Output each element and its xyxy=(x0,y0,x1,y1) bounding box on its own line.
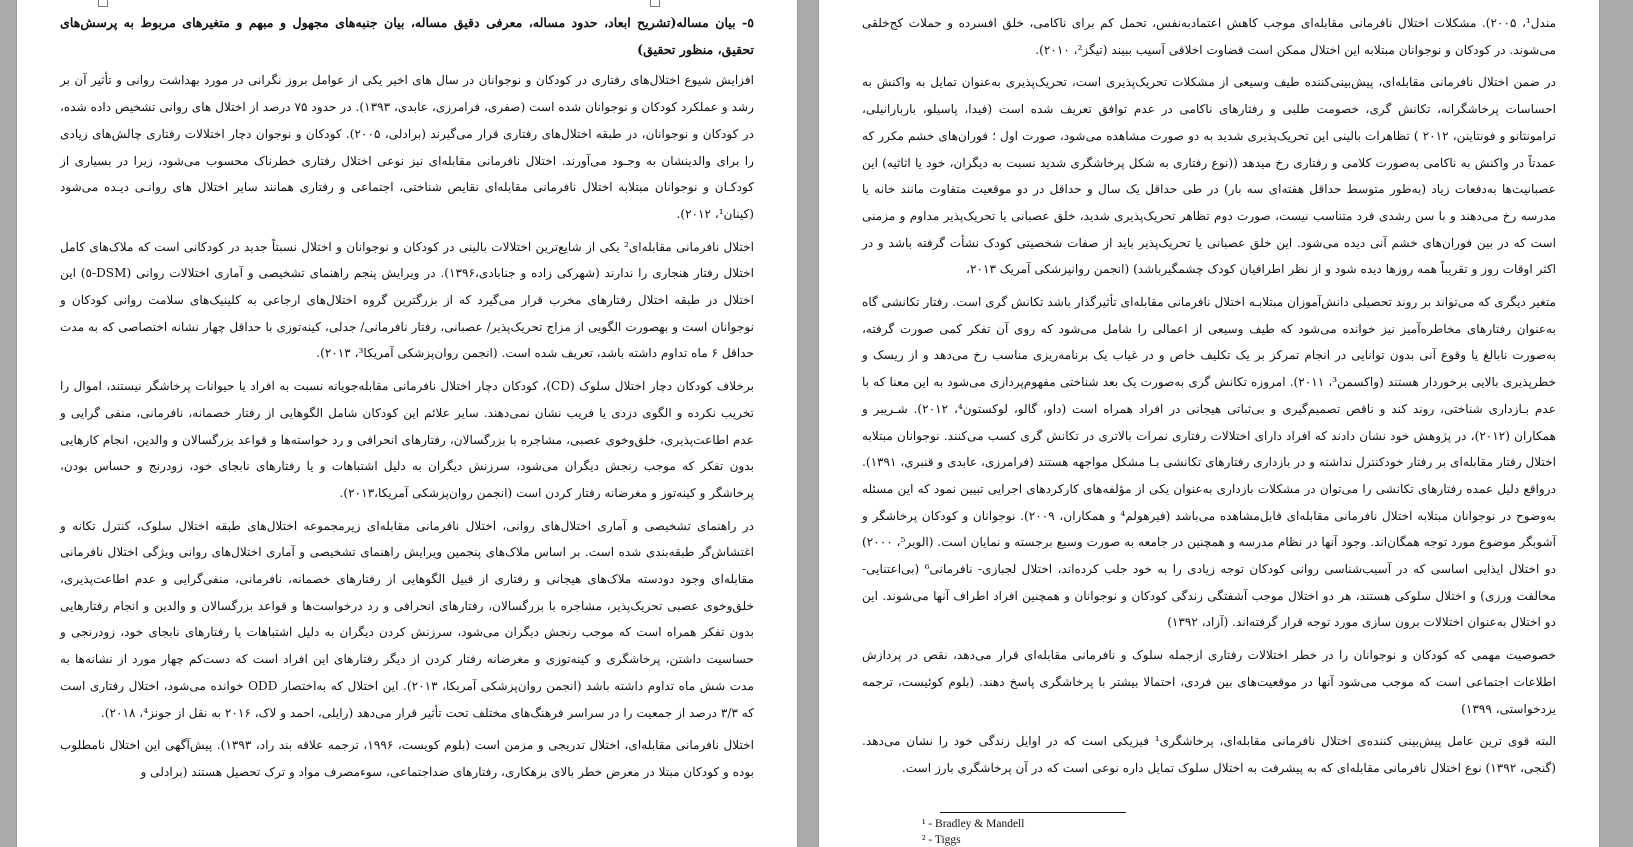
paragraph: مندل¹، ۲۰۰۵). مشکلات اختلال نافرمانی مقابله‌ای موجب کاهش اعتمادبه‌نفس، تحمل کم برای ناکامی، خلق افسرده و حملات کج‌خلقی می‌شوند. در کودکان و نوجوانان مبتلابه این اختلال ممکن است قضاوت اخلاقی آسیب ببیند (تیگز²، ۲۰۱۰). xyxy=(862,16,1556,57)
footnotes xyxy=(922,816,1024,847)
document-page-left xyxy=(16,0,798,847)
ruler-tab-marker[interactable] xyxy=(650,0,660,7)
paragraph: در راهنمای تشخیصی و آماری اختلال‌های روانی، اختلال نافرمانی مقابله‌ای زیرمجموعه اختلال‌های طبقه اختلال سلوک، کنترل تکانه و اغتشاش‌گر طبقه‌بندی شده است. بر اساس ملاک‌های پنجمین ویرایش راهنمای تشخیصی و آماری اختلال‌های روانی ویژگی اختلال نافرمانی مقابله‌ای وجود دودسته ملاک‌های هیجانی و رفتاری از قبیل الگوهایی از رفتارهای خصمانه، نافرمانی، منفی‌گرایی و عدم اطاعت‌پذیری، خلق‌وخوی عصبی تحریک‌پذیر، مشاجره با بزرگسالان، رفتارهای انحرافی و رد درخواست‌ها و قواعد بزرگسالان و والدین و انجام رفتارهایی بدون تفکر همراه است که موجب رنجش دیگران می‌شود، سرزنش کردن دیگران به دلیل اشتباهات یا رفتارهای نابجای خود، زودرنجی و حساسیت داشتن، پرخاشگری و کینه‌توزی و مغرضانه رفتار کردن از دیگر رفتارهای این افراد است که دست‌کم چهار مورد از نشانه‌ها به مدت شش ماه تداوم داشته باشد (انجمن روان‌پزشکی آمریکا، ۲۰۱۳). این اختلال که به‌اختصار ODD خوانده می‌شود، اختلال رفتاری است که ۳/۳ درصد از جمعیت را در سراسر فرهنگ‌های مختلف تحت تأثیر قرار می‌دهد (رایلی، احمد و لاک، ۲۰۱۶ به نقل از جونز⁴، ۲۰۱۸). xyxy=(60,518,754,720)
ruler-tab-marker[interactable] xyxy=(98,0,108,7)
page-edge xyxy=(1599,0,1600,847)
paragraph: متغیر دیگری که می‌تواند بر روند تحصیلی دانش‌آموزان مبتلابـه اختلال نافرمانی مقابله‌ای تأثیرگذار باشد تکانش گری است. رفتار تکانشی گاه به‌عنوان رفتارهای مخاطره‌آمیز نیز خوانده می‌شود که طیف وسیعی از اعمالی را شامل می‌شود که روی آن تفکر کمی صورت گرفته، به‌صورت نابالغ یا وقوع آنی بدون توانایی در انجام تمرکز بر یک تکلیف خاص و در غیاب یک برنامه‌ریزی مناسب رخ می‌دهد و از ریسک و خطرپذیری بالایی برخوردار هستند (واکسمن³، ۲۰۱۱). امروزه تکانش گری به‌صورت یک بعد شناختی مفهوم‌پردازی می‌شود به این معنا که با عدم بـازداری شناختی، روند کند و ناقص تصمیم‌گیری و بی‌ثباتی هیجانی در افراد همراه است (داو، گالو، لوکستون⁴، ۲۰۱۲). شـریبر و همکاران (۲۰۱۲)، در پژوهش خود نشان دادند که افراد دارای اختلالات رفتاری نمرات بالاتری در تکانش گری کسب می‌کنند. نوجوانان مبتلابه اختلال رفتار مقابله‌ای بر رفتار خودکنترل نداشته و در بازداری رفتارهای تکانشی بـا مشکل مواجهه هستند (فرامرزی، عابدی و قنبری، ۱۳۹۱). درواقع دلیل عمده رفتارهای تکانشی را می‌توان در مشکلات بازداری به‌عنوان یکی از مؤلفه‌های کارکردهای اجرایی تبیین نمود که این مسئله به‌وضوح در نوجوانان مبتلابه اختلال نافرمانی مقابله‌ای قابل‌مشاهده می‌باشد (فیرهولم⁴ و همکاران، ۲۰۰۹). نوجوانان و کودکان پرخاشگر و آشوبگر موضوع مورد توجه همگان‌اند. وجود آنها در نظام مدرسه و همچنین در جامعه به صورت وسیع برجسته و نمایان است. (الویر⁵، ۲۰۰۰) دو اختلال ایذایی اساسی که در آسیب‌شناسی روانی کودکان توجه زیادی را به خود جلب کرده‌اند، اختلال لجبازی- نافرمانی⁶ (بی‌اعتنایی- مخالفت ورزی) و اختلال سلوکی هستند، هر دو اختلال موجب آشفتگی زندگی کودکان و نوجوانان و همچنین افراد اطراف آنها می‌شوند. این دو اختلال به‌عنوان اختلالات برون سازی مورد توجه قرار گرفته‌اند. (آزاد، ۱۳۹۲) xyxy=(862,295,1556,630)
paragraph: خصوصیت مهمی که کودکان و نوجوانان را در خطر اختلالات رفتاری ازجمله سلوک و نافرمانی مقابله‌ای قرار می‌دهد، نقص در پردازش اطلاعات اجتماعی است که موجب می‌شود آنها در موقعیت‌های بین فردی، احتمالا بیشتر با پرخاشگری پاسخ دهند. (بلوم کوئیست، ترجمه یزدخواستی، ۱۳۹۹) xyxy=(862,648,1556,716)
footnote: ² - Tiggs xyxy=(922,834,961,846)
paragraph: البته قوی ترین عامل پیش‌بینی کننده‌ی اختلال نافرمانی مقابله‌ای، پرخاشگری¹ فیزیکی است که در اوایل زندگی خود را نشان می‌دهد. (گنجی، ۱۳۹۲) نوع اختلال نافرمانی مقابله‌ای که به پیشرفت به اختلال سلوک تمایل داره نوعی است که در آن پرخاشگری بارز است. xyxy=(862,734,1556,775)
paragraph: اختلال نافرمانی مقابله‌ای² یکی از شایع‌ترین اختلالات بالینی در کودکان و نوجوانان و اختلال نسبتاً جدید در کودکانی است که ملاک‌های کامل اختلال رفتار هنجاری را ندارند (شهرکی زاده و جنابادی،۱۳۹۶). در ویرایش پنجم راهنمای تشخیصی و آماری اختلالات روانی (DSM-٥) این اختلال در طبقه اختلال رفتارهای مخرب قرار می‌گیرد که از بزرگترین گروه اختلال‌های ارجاعی به کلینیک‌های سلامت روانی کودکان و نوجوانان است و بهصورت الگویی از مزاج تحریک‌پذیر/ عصبانی، رفتار نافرمانی/ جدلی، کینه‌توزی با حداقل چهار نشانه اختصاصی که به مدت حداقل ۶ ماه تداوم داشته باشد، تعریف شده است. (انجمن روان‌پزشکی آمریکا³، ۲۰۱۳). xyxy=(60,239,754,361)
page-text[interactable] xyxy=(60,10,754,847)
footnote-separator xyxy=(940,812,1126,813)
paragraph: در ضمن اختلال نافرمانی مقابله‌ای، پیش‌بینی‌کننده طیف وسیعی از مشکلات تحریک‌پذیری است، تحریک‌پذیری به‌عنوان تمایل به واکنش به احساسات پرخاشگرانه، تکانش گری، خصومت طلبی و رفتارهای ناکامی در عدم توافق تعریف شده است (فیدا، پاسیلو، باربارانیلی، ترامونتانو و فونتاینن، ۲۰۱۲ ) تظاهرات بالینی این تحریک‌پذیری شدید به دو صورت مشاهده می‌شود، صورت اول ؛ فوران‌های خشم مکرر که عمدتاً در واکنش به ناکامی به‌صورت کلامی و رفتاری رخ میدهد ((نوع رفتاری به شکل پرخاشگری شدید نسبت به دیگران، خود یا اثاثیه) این عصبانیت‌ها به‌دفعات زیاد (به‌طور متوسط حداقل هفته‌ای سه بار) در طی حداقل یک سال و حداقل در دو موقعیت متفاوت مانند خانه یا مدرسه رخ می‌دهند و با سن رشدی فرد متناسب نیست، صورت دوم تظاهر تحریک‌پذیری شدید، خلق عصبانی یا تحریک‌پذیر مداوم و مزمنی است که در بین فوران‌های خشم آنی دیده می‌شود. این خلق عصبانی یا تحریک‌پذیر باید از صفات شخصیتی کودک نشأت گرفته باشد و در اکثر اوقات روز و تقریباً همه روزها دیده شود و از نظر اطرافیان کودک چشمگیرباشد) (انجمن روانپزشکی آمریک ۲۰۱۳، xyxy=(862,75,1556,277)
footnote: ¹ - Bradley & Mandell xyxy=(922,818,1025,830)
page-edge xyxy=(16,0,17,847)
page-edge xyxy=(818,0,819,847)
document-page-right xyxy=(818,0,1600,847)
page-text[interactable] xyxy=(862,10,1556,847)
paragraph: افزایش شیوع اختلال‌های رفتاری در کودکان و نوجوانان در سال های اخیر یکی از عوامل بروز نگرانی در مورد بهداشت روانی و تأثیر آن بر رشد و عملکرد کودکان و نوجوانان شده است (صفری، فرامرزی، عابدی، ۱۳۹۳). در حدود ۷۵ درصد از اختلال های روانی تشخیص داده شده، در کودکان و نوجوانان، در طبقه اختلال‌های رفتاری قرار می‌گیرند (برادلی، ۲۰۰۵). کودکان و نوجوان دچار اختلالات رفتاری چالش‌های زیادی را برای والدینشان به وجـود می‌آورند. اختلال نافرمانی مقابله‌ای نیز نوعی اختلال رفتاری خطرناک محسوب می‌شود، زیرا در بسیاری از کودکـان و نوجوانان مبتلابه اختلال نافرمانی مقابله‌ای نقایص شناختی، اجتماعی و رفتاری همانند سایر اختلال های روانـی دیـده می‌شود (کینان¹، ۲۰۱۲). xyxy=(60,73,755,221)
paragraph: برخلاف کودکان دچار اختلال سلوک (CD)، کودکان دچار اختلال نافرمانی مقابله‌جویانه نسبت به افراد یا حیوانات پرخاشگر نیستند، اموال را تخریب نکرده و الگوی دزدی یا فریب نشان نمی‌دهند. سایر علائم این کودکان شامل الگوهایی از رفتار خصمانه، نافرمانی، منفی گرایی و عدم اطاعت‌پذیری، خلق‌وخوی عصبی، مشاجره با بزرگسالان، رفتارهای انحرافی و رد خواسته‌ها و قواعد بزرگسالان و والدین، انجام کارهایی بدون تفکر که موجب رنجش دیگران می‌شود، سرزنش دیگران به دلیل اشتباهات و یا رفتارهای نابجای خود، زودرنج و حساس بودن، پرخاشگر و کینه‌توز و مغرضانه رفتار کردن است (انجمن روان‌پزشکی آمریکا،۲۰۱۳). xyxy=(60,379,754,500)
paragraph: اختلال نافرمانی مقابله‌ای، اختلال تدریجی و مزمن است (بلوم کویست، ۱۹۹۶، ترجمه علاقه بند راد، ۱۳۹۳). پیش‌آگهی این اختلال نامطلوب بوده و کودکان مبتلا در معرض خطر بالای بزهکاری، رفتارهای ضداجتماعی، سوءمصرف مواد و ترک تحصیل هستند (برادلی و xyxy=(60,738,754,779)
ruler-marks xyxy=(16,0,798,8)
section-heading: ٥- بیان مساله(تشریح ابعاد، حدود مساله، معرفی دقیق مساله، بیان جنبه‌های مجهول و مبهم و متغیرهای مربوط به پرسش‌های تحقیق، منظور تحقیق) xyxy=(60,15,754,57)
page-edge xyxy=(797,0,798,847)
